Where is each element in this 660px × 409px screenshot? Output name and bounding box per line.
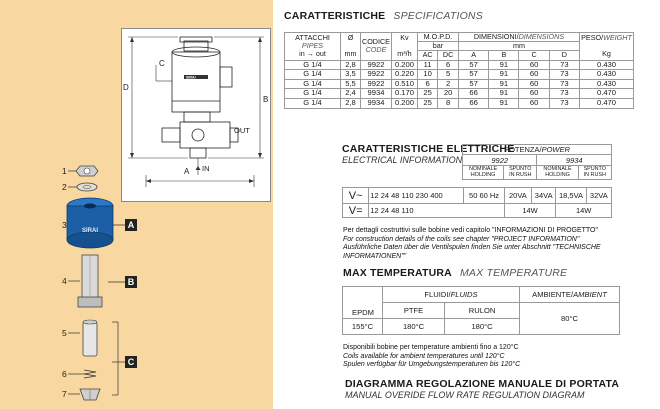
electrical-heading-en: ELECTRICAL INFORMATION [342, 155, 463, 165]
spec-row: G 1/4 2,8 9934 0.200 25 8 66 91 60 73 0.470 [285, 98, 634, 108]
part-number-5: 5 [62, 328, 67, 338]
group-label-b: B [125, 276, 137, 288]
coil-note: Per dettagli costruttivi sulle bobine vedi capitolo "INFORMAZIONI DI PROGETTO" For construction details of the coils see chapter "PROJECT INFORMATION" Ausführliche Daten über die Ventilspulen finden Sie unter Abschnitt "TECHNISCHE INFORMATIONEN"" [343, 227, 601, 260]
temp-material-epdm: EPDM [352, 308, 374, 317]
part-number-7: 7 [62, 389, 67, 399]
group-label-c: C [125, 356, 137, 368]
temperature-note: Disponibili bobine per temperature ambienti fino a 120°C Coils available for ambient temperatures until 120°C Spulen verfügbar für Umgebungstemperaturen bis 120°C [343, 344, 521, 369]
spec-table: ATTACCHI PIPES in → out Ø mm CODICE CODE Kv m³/h M.O.P.D. DIMENSIONI/DIMENSIONS PESO/WEIGHT Kg bar mm AC DC A B C D G 1/4 2,8 9922 0.200 11 6 57 91 60 73 0.430 G 1/4 3,5 9922 0.220 10 5 57 91 60 73 0.430 G 1/4 5,5 9922 0.510 6 2 57 91 60 73 0.430 G 1/4 2,4 9934 0.170 25 20 66 91 60 73 0.470 G 1/4 2,8 9934 0.200 25 8 66 91 60 73 0.470 [284, 32, 634, 109]
dim-label-c: C [159, 59, 165, 68]
part-number-2: 2 [62, 182, 67, 192]
electrical-heading: CARATTERISTICHE ELETTRICHE [342, 143, 515, 155]
dim-label-a: A [184, 167, 190, 176]
dimension-drawing [121, 28, 271, 202]
valve-outline-drawing [122, 29, 270, 201]
spec-row: G 1/4 2,4 9934 0.170 25 20 66 91 60 73 0.470 [285, 89, 634, 99]
spec-row: G 1/4 3,5 9922 0.220 10 5 57 91 60 73 0.430 [285, 70, 634, 80]
diagram-heading-en: MANUAL OVERIDE FLOW RATE REGULATION DIAGRAM [345, 390, 585, 400]
port-label-out: OUT [234, 126, 250, 135]
part-number-3: 3 [62, 220, 67, 230]
dim-label-d: D [123, 83, 129, 92]
port-label-in: IN [202, 164, 210, 173]
part-number-4: 4 [62, 276, 67, 286]
dim-label-b: B [263, 95, 269, 104]
part-number-1: 1 [62, 166, 67, 176]
svg-text:SIRAI: SIRAI [82, 228, 99, 234]
group-label-a: A [125, 219, 137, 231]
spec-row: G 1/4 2,8 9922 0.200 11 6 57 91 60 73 0.430 [285, 60, 634, 70]
voltage-table: V~ 12 24 48 110 230 400 50 60 Hz 20VA 34VA 18,5VA 32VA V= 12 24 48 110 14W 14W [342, 187, 612, 218]
diagram-heading: DIAGRAMMA REGOLAZIONE MANUALE DI PORTATA [345, 378, 620, 390]
brand-mark: SIRAI [186, 75, 196, 80]
part-number-6: 6 [62, 369, 67, 379]
temperature-heading: MAX TEMPERATURA MAX TEMPERATURE [343, 267, 568, 279]
temperature-table: FLUIDI/FLUIDS AMBIENTE/AMBIENT PTFE RULON 80°C 155°C 180°C 180°C [342, 286, 620, 335]
spec-row: G 1/4 5,5 9922 0.510 6 2 57 91 60 73 0.430 [285, 79, 634, 89]
spec-heading: CARATTERISTICHE SPECIFICATIONS [284, 10, 483, 22]
electrical-table: POTENZA/POWER 9922 9934 NOMINALE HOLDING SPUNTO IN RUSH NOMINALE HOLDING SPUNTO IN RUSH [462, 144, 612, 180]
